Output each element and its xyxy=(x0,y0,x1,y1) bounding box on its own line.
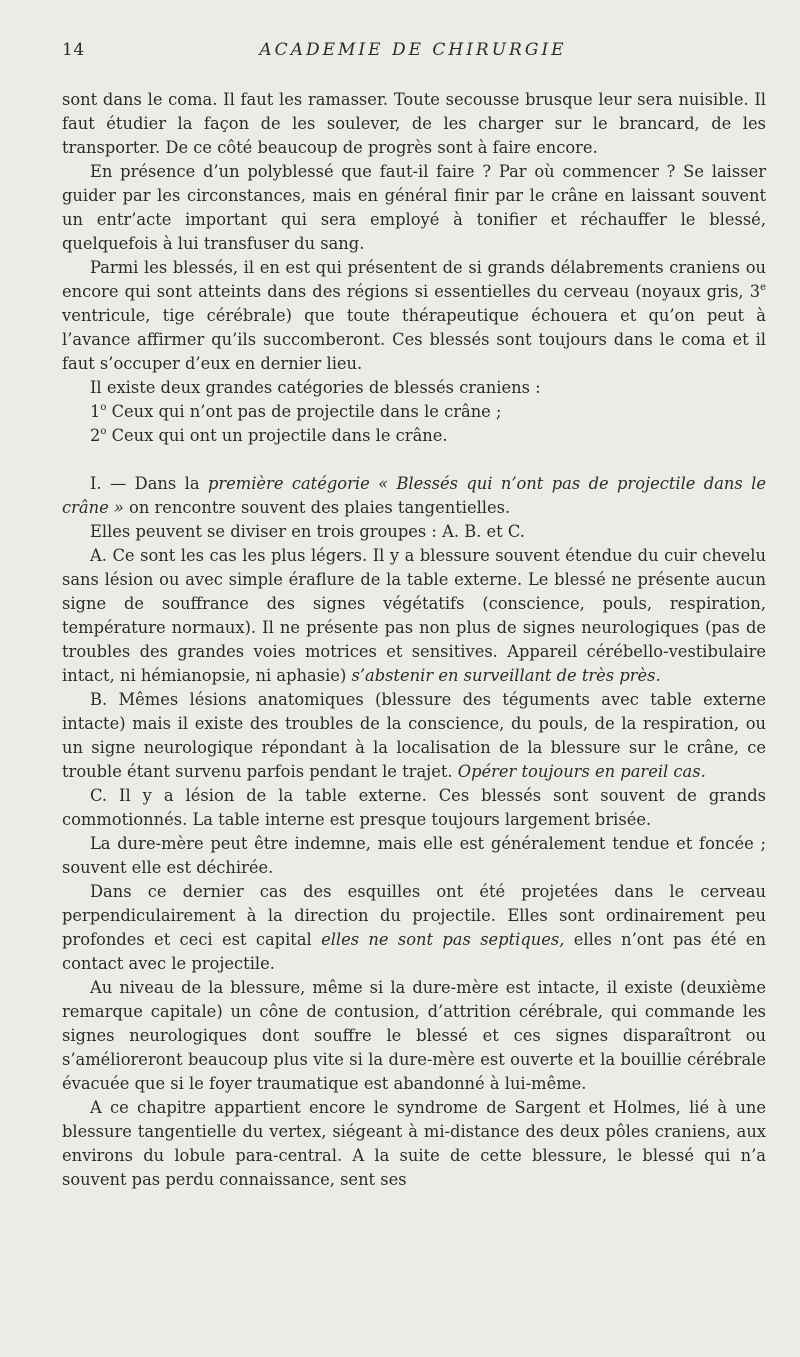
text-run: En présence d’un polyblessé que faut-il faire ? Par où commencer ? Se laisser guider par les circonstances, mais en général finir par le crâne en laissant souvent un entr’acte important qui sera employé à tonifier et réchauffer le blessé, quelquefois à lui transfuser du sang. xyxy=(62,162,766,253)
body-text xyxy=(62,88,766,1192)
page-number: 14 xyxy=(62,40,85,60)
paragraph-p14 xyxy=(62,1096,766,1192)
paragraph-p6 xyxy=(62,472,766,520)
paragraph-p4 xyxy=(62,400,766,424)
paragraph-p0 xyxy=(62,88,766,160)
text-run: sont dans le coma. Il faut les ramasser. Toute secousse brusque leur sera nuisible. Il faut étudier la façon de les soulever, de les charger sur le brancard, de les transporter. De ce côté beaucoup de progrès sont à faire encore. xyxy=(62,90,766,157)
text-run: Dans ce dernier cas des esquilles ont été projetées dans le cerveau perpendiculairement à la direction du projectile. Elles sont ordinairement peu profondes et ceci est capital xyxy=(62,882,766,949)
paragraph-p10 xyxy=(62,784,766,832)
text-run: ventricule, tige cérébrale) que toute thérapeutique échouera et qu’on peut à l’avance affirmer qu’ils succomberont. Ces blessés sont toujours dans le coma et il faut s’occuper d’eux en dernier lieu. xyxy=(62,306,766,373)
paragraph-p12 xyxy=(62,880,766,976)
text-run: Il existe deux grandes catégories de blessés craniens : xyxy=(90,378,541,397)
text-run: elles n’ont pas été en contact avec le projectile. xyxy=(62,930,767,973)
paragraph-p9 xyxy=(62,688,766,784)
text-run: on rencontre souvent des plaies tangentielles. xyxy=(123,498,511,517)
superscript: o xyxy=(100,402,107,413)
text-run: B. Mêmes lésions anatomiques (blessure des téguments avec table externe intacte) mais il existe des troubles de la conscience, du pouls, de la respiration, ou un signe neurologique répondant à la localisation de la blessure sur le crâne, ce trouble étant survenu parfois pendant le trajet. xyxy=(62,690,766,781)
superscript: o xyxy=(100,426,107,437)
italic-text: s’abstenir en surveillant de très près. xyxy=(351,666,661,685)
paragraph-p5 xyxy=(62,424,766,448)
paragraph-p7 xyxy=(62,520,766,544)
text-run: 2 xyxy=(90,426,101,445)
paragraph-p13 xyxy=(62,976,766,1096)
text-run: Ceux qui ont un projectile dans le crâne. xyxy=(106,426,448,445)
text-run: Parmi les blessés, il en est qui présentent de si grands délabrements craniens ou encore qui sont atteints dans des régions si essentielles du cerveau (noyaux gris, 3 xyxy=(62,258,766,301)
section-separator xyxy=(62,448,766,472)
text-run: Ceux qui n’ont pas de projectile dans le crâne ; xyxy=(106,402,502,421)
superscript: e xyxy=(760,282,766,293)
paragraph-p2 xyxy=(62,256,766,376)
text-run: A. Ce sont les cas les plus légers. Il y a blessure souvent étendue du cuir chevelu sans lésion ou avec simple éraflure de la table externe. Le blessé ne présente aucun signe de souffrance des signes végétatifs (conscience, pouls, respiration, température normaux). Il ne présente pas non plus de signes neurologiques (pas de troubles des grandes voies motrices et sensitives. Appareil cérébello-vestibulaire intact, ni hémianopsie, ni aphasie) xyxy=(62,546,766,685)
paragraph-p1 xyxy=(62,160,766,256)
text-run: 1 xyxy=(90,402,101,421)
paragraph-p3 xyxy=(62,376,766,400)
text-run: I. — Dans la xyxy=(90,474,208,493)
text-run: Au niveau de la blessure, même si la dure-mère est intacte, il existe (deuxième remarque capitale) un cône de contusion, d’attrition cérébrale, qui commande les signes neurologiques dont souffre le blessé et ces signes disparaîtront ou s’amélioreront beaucoup plus vite si la dure-mère est ouverte et la bouillie cérébrale évacuée que si le foyer traumatique est abandonné à lui-même. xyxy=(62,978,766,1093)
page-header xyxy=(62,40,764,70)
text-run: La dure-mère peut être indemne, mais elle est généralement tendue et foncée ; souvent elle est déchirée. xyxy=(62,834,766,877)
running-title: ACADEMIE DE CHIRURGIE xyxy=(259,40,567,60)
italic-text: première catégorie « Blessés qui n’ont pas de projectile dans le crâne » xyxy=(62,474,766,517)
text-run: Elles peuvent se diviser en trois groupes : A. B. et C. xyxy=(90,522,525,541)
paragraph-p11 xyxy=(62,832,766,880)
italic-text: elles ne sont pas septiques, xyxy=(321,930,565,949)
paragraph-p8 xyxy=(62,544,766,688)
text-run: A ce chapitre appartient encore le syndrome de Sargent et Holmes, lié à une blessure tangentielle du vertex, siégeant à mi-distance des deux pôles craniens, aux environs du lobule para-central. A la suite de cette blessure, le blessé qui n’a souvent pas perdu connaissance, sent ses xyxy=(62,1098,766,1189)
text-run: C. Il y a lésion de la table externe. Ces blessés sont souvent de grands commotionnés. La table interne est presque toujours largement brisée. xyxy=(62,786,766,829)
italic-text: Opérer toujours en pareil cas. xyxy=(457,762,706,781)
